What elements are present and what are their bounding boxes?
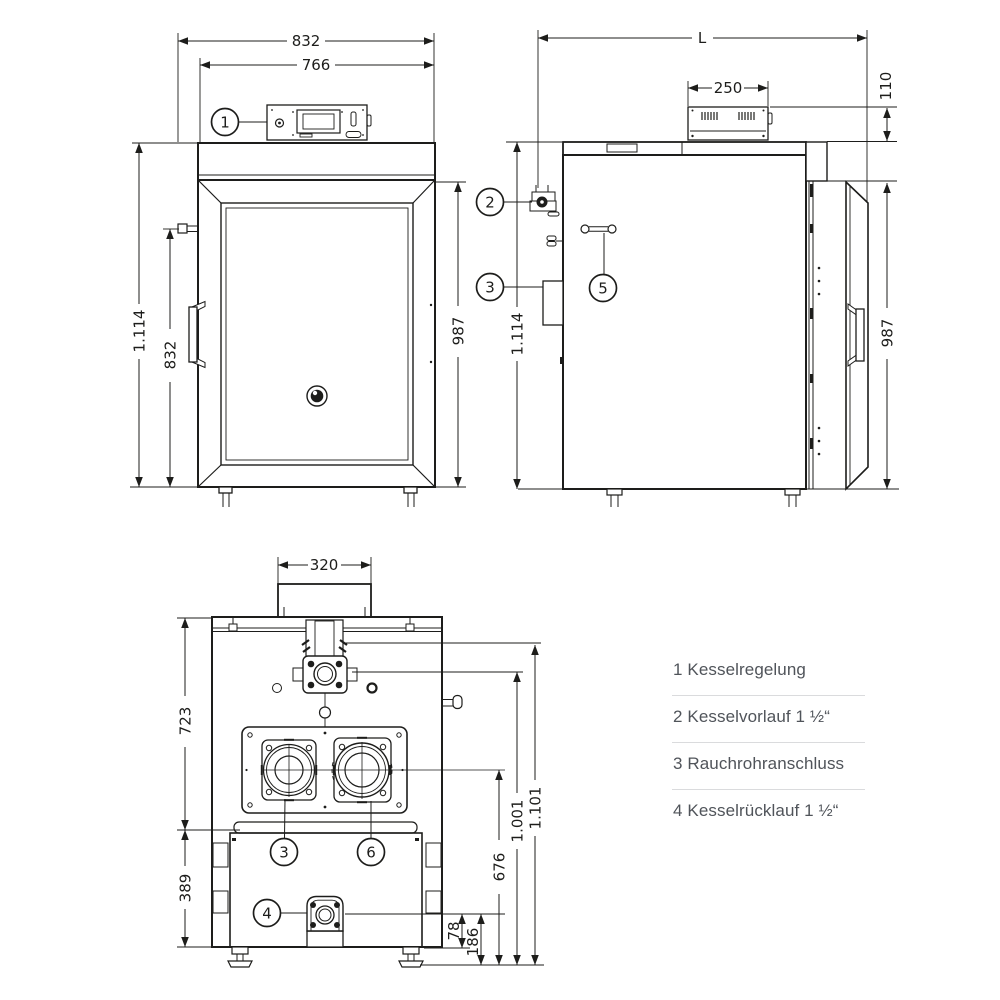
side-top-step — [806, 142, 827, 181]
rear-view — [177, 556, 545, 967]
svg-text:6: 6 — [366, 843, 376, 862]
balloon-3-rauchrohr-side — [477, 274, 544, 301]
legend-item-1: 1 Kesselregelung — [672, 649, 865, 696]
side-door-handle — [856, 309, 864, 361]
front-feet — [219, 487, 417, 507]
dim-side-length — [538, 29, 867, 47]
dim-text: 186 — [464, 927, 482, 957]
dim-side-height-body — [879, 183, 897, 489]
dim-text: 78 — [445, 921, 463, 941]
dim-text: 1.114 — [508, 312, 527, 356]
dim-text: 832 — [161, 340, 180, 370]
legend-item-2: 2 Kesselvorlauf 1 ½“ — [672, 696, 865, 743]
dim-text: 676 — [490, 852, 509, 882]
dim-rear-valve-height — [509, 672, 527, 965]
rear-lower-lip — [234, 822, 417, 833]
rear-ruecklauf-fitting — [307, 897, 343, 948]
dim-text: 389 — [176, 873, 195, 903]
dim-rear-total-height — [527, 645, 545, 965]
front-view — [130, 32, 468, 507]
front-control-panel — [267, 105, 371, 140]
dim-rear-ports-height — [491, 770, 509, 965]
side-rear-edge — [809, 181, 820, 489]
dim-front-width-outer — [178, 32, 434, 50]
dim-side-panel-height — [877, 72, 895, 141]
side-door-panel — [846, 182, 868, 489]
side-body — [563, 155, 806, 489]
front-door-knob — [307, 386, 327, 406]
legend — [672, 649, 865, 836]
dim-rear-conn-offset — [445, 914, 463, 948]
svg-text:1: 1 — [220, 113, 230, 132]
svg-text:3: 3 — [279, 843, 289, 862]
dim-text: 110 — [877, 71, 895, 101]
side-control-panel — [688, 107, 772, 140]
svg-text:3: 3 — [485, 278, 495, 297]
dim-text: 1.114 — [130, 309, 149, 353]
legend-item-4: 4 Kesselrücklauf 1 ½“ — [673, 801, 839, 820]
dim-text: 250 — [713, 79, 743, 97]
dim-text: 987 — [449, 316, 468, 346]
svg-text:2: 2 — [485, 193, 495, 212]
dim-text: 320 — [309, 556, 339, 574]
side-feet — [607, 489, 800, 507]
side-view — [477, 29, 900, 507]
dim-text: 987 — [878, 318, 897, 348]
balloon-1-kesselregelung — [212, 109, 268, 136]
dim-front-height-total — [131, 143, 149, 487]
dim-text: L — [697, 29, 707, 47]
dim-front-height-handle — [162, 229, 180, 487]
dim-text: 723 — [176, 706, 195, 736]
dim-rear-duct-width — [278, 556, 371, 574]
dim-text: 832 — [291, 32, 321, 50]
rear-flue-duct — [278, 584, 371, 617]
front-hinge-fitting — [178, 224, 198, 233]
dim-front-width-inner — [200, 56, 434, 74]
dim-side-panel-width — [688, 79, 768, 97]
front-door-frame — [198, 180, 435, 487]
side-rauchrohr-stub — [543, 281, 563, 325]
rear-side-stub — [442, 696, 462, 709]
dim-front-height-body — [450, 182, 468, 487]
svg-text:5: 5 — [598, 279, 608, 298]
svg-text:4: 4 — [262, 904, 272, 923]
dim-side-height-total — [509, 142, 527, 489]
dim-rear-height-lower — [177, 830, 195, 947]
side-top-band — [563, 142, 806, 155]
legend-item-3: 3 Rauchrohranschluss — [672, 743, 865, 790]
rear-feet — [228, 947, 423, 967]
balloon-2-kesselvorlauf — [477, 189, 533, 216]
front-top-band — [198, 143, 435, 180]
dim-text: 1.001 — [508, 799, 527, 843]
dim-text: 766 — [301, 56, 331, 74]
dim-rear-conn-height — [464, 914, 482, 965]
dim-rear-height-upper — [177, 618, 195, 830]
side-vorlauf-fitting — [530, 185, 562, 246]
dim-text: 1.101 — [526, 786, 545, 830]
